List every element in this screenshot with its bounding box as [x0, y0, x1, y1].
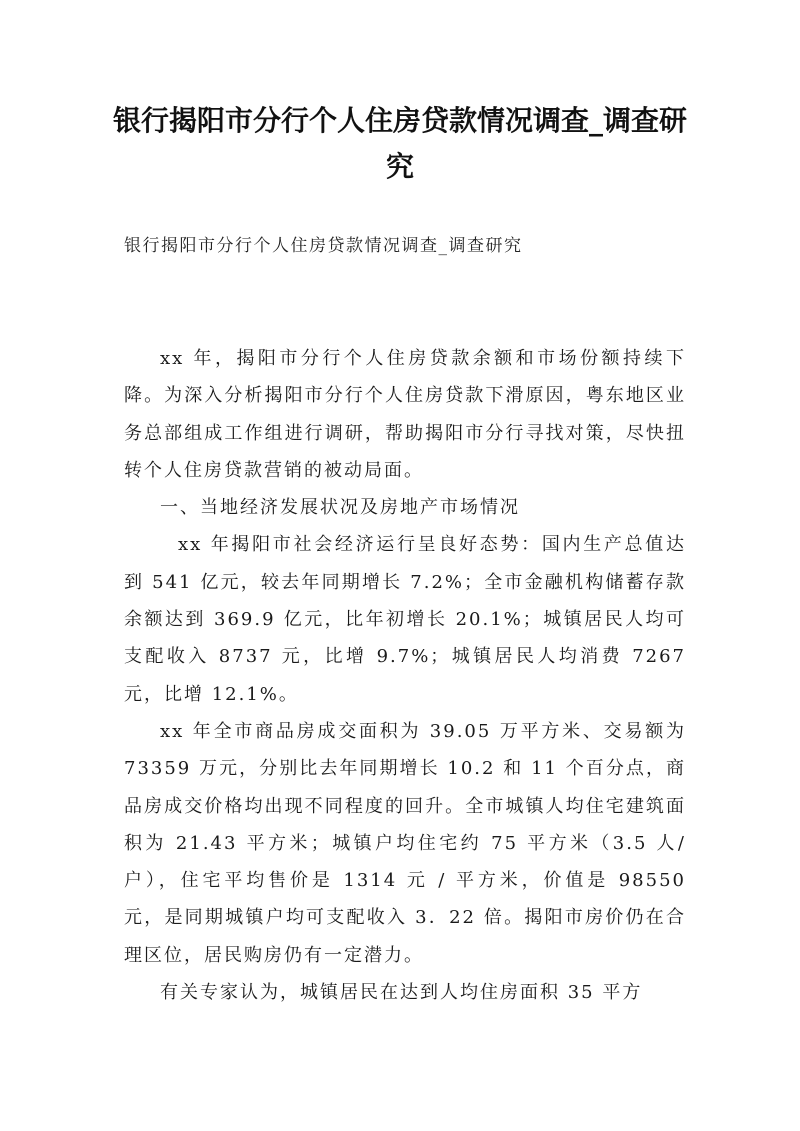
- paragraph-intro: xx 年，揭阳市分行个人住房贷款余额和市场份额持续下降。为深入分析揭阳市分行个人住房贷款下滑原因，粤东地区业务总部组成工作组进行调研，帮助揭阳市分行寻找对策，尽快扭转个人住房贷款营销的被动局面。: [124, 348, 686, 481]
- paragraph-economy: xx 年揭阳市社会经济运行呈良好态势：国内生产总值达到 541 亿元，较去年同期增长 7.2%；全市金融机构储蓄存款余额达到 369.9 亿元，比年初增长 20.1%；城镇居民人均可支配收入 8737 元，比增 9.7%；城镇居民人均消费 7267 元，比增 12.1%。: [124, 534, 686, 705]
- document-subtitle: 银行揭阳市分行个人住房贷款情况调查_调查研究: [124, 236, 523, 256]
- section-heading: 一、当地经济发展状况及房地产市场情况: [160, 497, 520, 519]
- paragraph-expert-opinion: 有关专家认为，城镇居民在达到人均住房面积 35 平方: [160, 982, 643, 1004]
- document-body: [124, 340, 686, 1011]
- document-title: 银行揭阳市分行个人住房贷款情况调查_调查研究: [112, 104, 687, 183]
- paragraph-housing-market: xx 年全市商品房成交面积为 39.05 万平方米、交易额为 73359 万元，分别比去年同期增长 10.2 和 11 个百分点，商品房成交价格均出现不同程度的回升。全市城镇人均住宅建筑面积为 21.43 平方米；城镇户均住宅约 75 平方米（3.5 人/户），住宅平均售价是 1314 元 / 平方米，价值是 98550 元，是同期城镇户均可支配收入 3．22 倍。揭阳市房价仍在合理区位，居民购房仍有一定潜力。: [124, 720, 686, 966]
